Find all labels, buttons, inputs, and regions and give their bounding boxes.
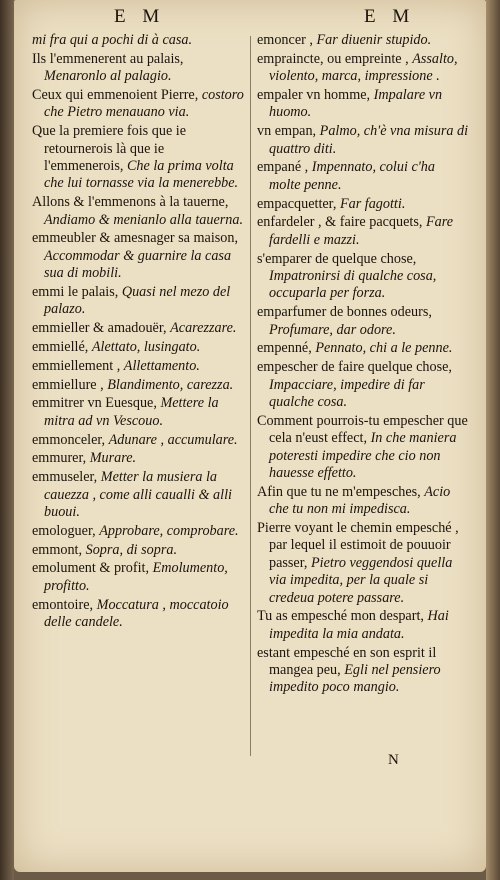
dictionary-entry bbox=[32, 395, 244, 430]
french-term: empaler vn homme, bbox=[257, 87, 371, 103]
dictionary-entry bbox=[32, 560, 244, 595]
dictionary-entry bbox=[257, 214, 469, 249]
italian-translation: Menaronlo al palagio. bbox=[44, 68, 172, 85]
french-term: empenné, bbox=[257, 340, 312, 357]
dictionary-entry bbox=[257, 413, 469, 483]
italian-translation: Impatronirsi di qualche cosa, occuparla per forza. bbox=[269, 268, 437, 302]
dictionary-entry bbox=[257, 304, 469, 339]
dictionary-entry bbox=[32, 284, 244, 319]
dictionary-entry bbox=[32, 230, 244, 282]
italian-translation: Mettere la mitra ad vn Vescouo. bbox=[44, 395, 219, 429]
italian-translation: Impalare vn huomo. bbox=[269, 87, 443, 121]
french-term: emmurer, bbox=[32, 450, 87, 467]
french-term: empacquetter, bbox=[257, 195, 337, 212]
french-term: Ceux qui emmenoient Pierre, bbox=[32, 87, 199, 103]
italian-translation: Che la prima volta che lui tornasse via la menerebbe. bbox=[44, 158, 239, 192]
french-term: estant empesché en son esprit il mangea peu, bbox=[257, 644, 437, 679]
italian-translation: Impacciare, impedire di far qualche cosa. bbox=[269, 376, 425, 411]
italian-translation: Approbare, comprobare. bbox=[99, 522, 239, 539]
dictionary-entry bbox=[32, 542, 244, 559]
french-term: emmieller & amadouër, bbox=[32, 320, 167, 337]
dictionary-entry bbox=[257, 251, 469, 303]
italian-translation: Impennato, colui c'ha molte penne. bbox=[269, 159, 435, 193]
dictionary-entry bbox=[32, 358, 244, 375]
italian-translation: Murare. bbox=[89, 450, 137, 467]
italian-translation: Alettato, lusingato. bbox=[91, 339, 201, 356]
dictionary-entry bbox=[32, 339, 244, 356]
french-term: emmonceler, bbox=[32, 431, 106, 448]
french-term: empescher de faire quelque chose, bbox=[257, 359, 452, 376]
italian-translation: Adunare , accumulare. bbox=[108, 431, 238, 448]
italian-translation: Acarezzare. bbox=[170, 320, 237, 337]
italian-translation: Metter la musiera la cauezza , come alli caualli & alli buoui. bbox=[44, 469, 232, 521]
italian-translation: Andiamo & menianlo alla tauerna. bbox=[44, 211, 244, 228]
dictionary-entry bbox=[257, 32, 469, 49]
dictionary-entry bbox=[32, 523, 244, 540]
dictionary-entry bbox=[32, 32, 244, 49]
french-term: emmiellure , bbox=[32, 376, 104, 393]
dictionary-entry bbox=[32, 597, 244, 632]
french-term: Que la premiere fois que ie retournerois là que ie l'emmenerois, bbox=[32, 123, 187, 175]
italian-translation: mi fra qui a pochi di à casa. bbox=[32, 32, 192, 48]
french-term: emmitrer vn Euesque, bbox=[32, 395, 157, 412]
french-term: empané , bbox=[257, 159, 309, 176]
dictionary-entry bbox=[257, 359, 469, 411]
italian-translation: In che maniera poteresti impedire che cio non hauesse effetto. bbox=[269, 430, 457, 482]
dictionary-entry bbox=[257, 51, 469, 86]
dictionary-entry bbox=[32, 194, 244, 229]
italian-translation: Blandimento, carezza. bbox=[107, 376, 234, 393]
french-term: s'emparer de quelque chose, bbox=[257, 250, 417, 267]
italian-translation: Acio che tu non mi impedisca. bbox=[269, 483, 451, 518]
french-term: emontoire, bbox=[32, 596, 94, 613]
italian-translation: Quasi nel mezo del palazo. bbox=[44, 284, 231, 318]
italian-translation: Emolumento, profitto. bbox=[44, 560, 228, 594]
italian-translation: Far diuenir stupido. bbox=[316, 32, 432, 48]
italian-translation: Profumare, dar odore. bbox=[269, 321, 396, 338]
dictionary-entry bbox=[257, 520, 469, 607]
dictionary-entry bbox=[32, 377, 244, 394]
column-divider bbox=[250, 36, 251, 756]
french-term: emmeubler & amesnager sa maison, bbox=[32, 230, 239, 247]
french-term: Ils l'emmenerent au palais, bbox=[32, 50, 184, 67]
dictionary-entry bbox=[32, 450, 244, 467]
book-edge-left bbox=[0, 0, 14, 880]
italian-translation: Egli nel pensiero impedito poco mangio. bbox=[269, 662, 441, 696]
french-term: enfardeler , & faire pacquets, bbox=[257, 214, 423, 231]
italian-translation: Sopra, di sopra. bbox=[85, 541, 178, 558]
dictionary-entry bbox=[32, 432, 244, 449]
dictionary-entry bbox=[257, 123, 469, 158]
french-term: emmiellement , bbox=[32, 357, 121, 374]
french-term: Tu as empesché mon despart, bbox=[257, 608, 424, 625]
running-head-left: E M bbox=[114, 6, 166, 27]
french-term: emmiellé, bbox=[32, 339, 89, 356]
dictionary-entry bbox=[32, 87, 244, 122]
french-term: Comment pourrois-tu empescher que cela n'eust effect, bbox=[257, 412, 468, 447]
catchword: N bbox=[388, 752, 399, 768]
french-term: emparfumer de bonnes odeurs, bbox=[257, 304, 432, 321]
french-term: Afin que tu ne m'empesches, bbox=[257, 483, 421, 500]
dictionary-entry bbox=[257, 484, 469, 519]
italian-translation: Palmo, ch'è vna misura di quattro diti. bbox=[269, 123, 469, 157]
dictionary-page bbox=[14, 0, 486, 872]
running-head-right: E M bbox=[364, 6, 416, 27]
french-term: Pierre voyant le chemin empesché , par lequel il estimoit de pouuoir passer, bbox=[257, 520, 459, 571]
french-term: emolument & profit, bbox=[32, 560, 150, 577]
french-term: emmuseler, bbox=[32, 469, 98, 486]
dictionary-entry bbox=[257, 159, 469, 194]
italian-translation: Allettamento. bbox=[123, 357, 200, 374]
italian-translation: costoro che Pietro menauano via. bbox=[44, 87, 244, 121]
book-edge-right bbox=[486, 0, 500, 880]
left-column bbox=[32, 32, 244, 633]
dictionary-entry bbox=[257, 340, 469, 357]
dictionary-entry bbox=[257, 608, 469, 643]
italian-translation: Pietro veggendosi quella via impedita, per la quale si credeua potere passare. bbox=[269, 554, 453, 606]
italian-translation: Far fagotti. bbox=[339, 195, 406, 212]
italian-translation: Pennato, chi a le penne. bbox=[315, 340, 453, 357]
french-term: Allons & l'emmenons à la tauerne, bbox=[32, 194, 229, 211]
dictionary-entry bbox=[32, 123, 244, 193]
french-term: emmont, bbox=[32, 541, 83, 558]
italian-translation: Hai impedita la mia andata. bbox=[269, 608, 449, 642]
dictionary-entry bbox=[257, 87, 469, 122]
french-term: emoncer , bbox=[257, 32, 313, 48]
dictionary-entry bbox=[32, 320, 244, 337]
french-term: emologuer, bbox=[32, 522, 96, 539]
dictionary-entry bbox=[257, 196, 469, 213]
french-term: emmi le palais, bbox=[32, 284, 119, 301]
right-column bbox=[257, 32, 469, 698]
italian-translation: Accommodar & guarnire la casa sua di mobili. bbox=[44, 247, 232, 282]
dictionary-entry bbox=[32, 469, 244, 521]
dictionary-entry bbox=[257, 645, 469, 697]
italian-translation: Assalto, violento, marca, impressione . bbox=[269, 50, 458, 85]
dictionary-entry bbox=[32, 51, 244, 86]
italian-translation: Fare fardelli e mazzi. bbox=[269, 214, 454, 248]
italian-translation: Moccatura , moccatoio delle candele. bbox=[44, 596, 229, 631]
french-term: empraincte, ou empreinte , bbox=[257, 50, 409, 67]
french-term: vn empan, bbox=[257, 123, 317, 140]
